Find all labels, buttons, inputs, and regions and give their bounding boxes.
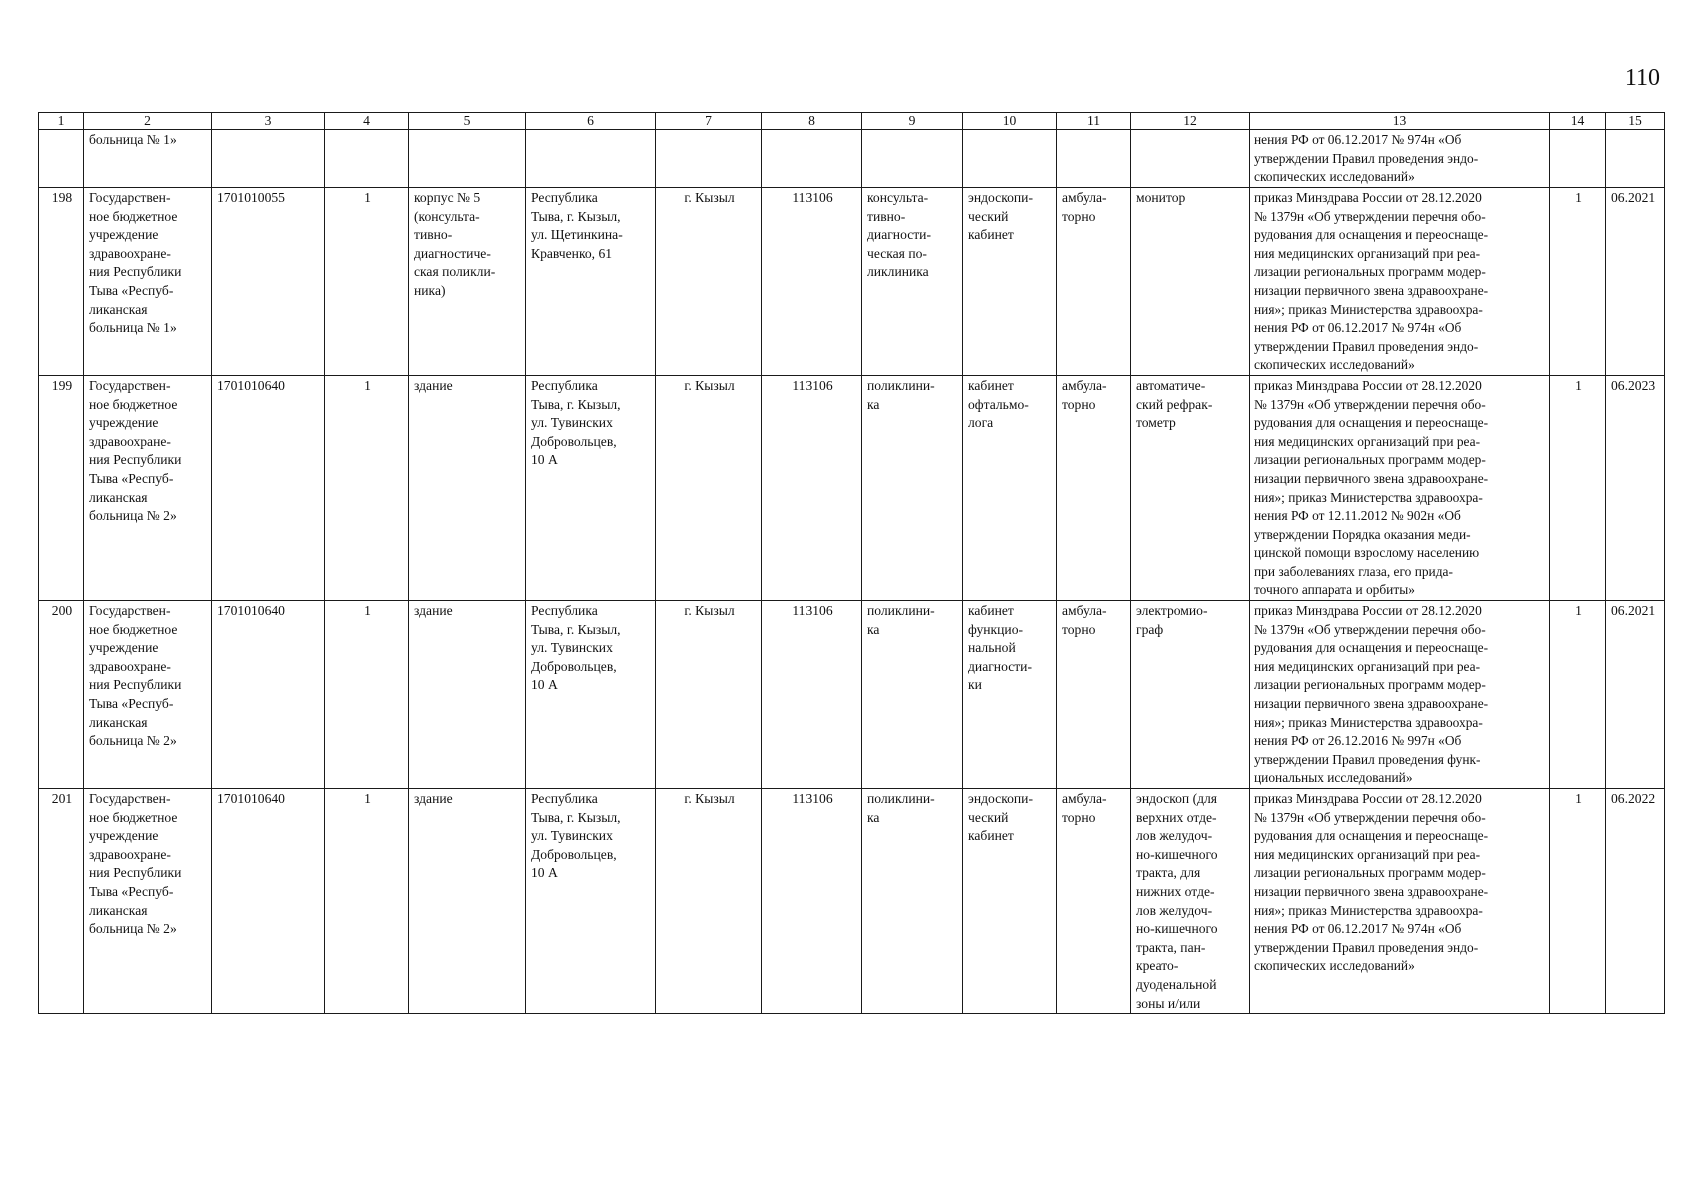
table-row: [39, 188, 1665, 376]
cell-oktmo-code: 113106: [762, 188, 862, 376]
cell-legal-basis-line: лизации региональных программ модер-: [1254, 677, 1486, 693]
cell-settlement: г. Кызыл: [656, 375, 762, 600]
page-number: 110: [1624, 65, 1660, 91]
cell-col-5: [409, 130, 526, 188]
cell-cabinet-line: диагности-: [968, 658, 1032, 674]
cell-address: [526, 188, 656, 376]
cell-legal-basis-line: лизации региональных программ модер-: [1254, 264, 1486, 280]
cell-legal-basis-line: нения РФ от 06.12.2017 № 974н «Об: [1254, 320, 1462, 336]
cell-col-2-line: больница № 1»: [89, 132, 177, 147]
cell-address-line: Республика: [531, 377, 598, 393]
cell-care-form: [1057, 789, 1131, 1014]
cell-legal-basis-line: нения РФ от 12.11.2012 № 902н «Об: [1254, 508, 1461, 524]
cell-legal-basis-line: ния медицинских организаций при реа-: [1254, 846, 1481, 862]
cell-care-form: [1057, 375, 1131, 600]
cell-equipment-name-line: эндоскоп (для: [1136, 791, 1218, 806]
cell-institution-name-line: Тыва «Респуб-: [89, 282, 174, 298]
cell-unit-type: [862, 601, 963, 789]
cell-address-line: Тыва, г. Кызыл,: [531, 396, 621, 412]
cell-cabinet: [963, 789, 1057, 1014]
cell-institution-name-line: Государствен-: [89, 190, 171, 205]
cell-care-form: [1057, 188, 1131, 376]
cell-legal-basis-line: приказ Минздрава России от 28.12.2020: [1254, 791, 1482, 806]
cell-cabinet: [963, 188, 1057, 376]
cell-oktmo-code: 113106: [762, 601, 862, 789]
column-number-2: 2: [84, 113, 212, 130]
cell-cabinet: [963, 375, 1057, 600]
cell-building-line: тивно-: [414, 227, 453, 243]
cell-institution-name-line: ния Республики: [89, 264, 182, 280]
cell-cabinet-line: офтальмо-: [968, 396, 1029, 412]
cell-legal-basis-line: № 1379н «Об утверждении перечня обо-: [1254, 621, 1486, 637]
cell-equipment-name-line: дуоденальной: [1136, 976, 1217, 992]
cell-building-line: ника): [414, 282, 446, 298]
cell-col-9: [862, 130, 963, 188]
cell-legal-basis-line: ния»; приказ Министерства здравоохра-: [1254, 301, 1483, 317]
cell-address-line: ул. Щетинкина-: [531, 227, 623, 243]
cell-legal-basis-line: скопических исследований»: [1254, 958, 1415, 974]
cell-cabinet: [963, 601, 1057, 789]
cell-building-line: корпус № 5: [414, 190, 481, 205]
cell-legal-basis-line: ния медицинских организаций при реа-: [1254, 658, 1481, 674]
cell-building-line: здание: [414, 603, 453, 619]
cell-legal-basis-line: № 1379н «Об утверждении перечня обо-: [1254, 208, 1486, 224]
cell-col-1: [39, 130, 84, 188]
cell-equipment-name: [1131, 188, 1250, 376]
cell-institution-name-line: ликанская: [89, 301, 148, 317]
cell-address-line: Республика: [531, 603, 598, 619]
cell-unit-type-line: ка: [867, 621, 880, 637]
cell-building: [409, 601, 526, 789]
cell-col-15: [1606, 130, 1665, 188]
table-row: [39, 789, 1665, 1014]
cell-legal-basis-line: рудования для оснащения и переоснаще-: [1254, 227, 1489, 243]
cell-quantity-units: 1: [325, 188, 409, 376]
cell-legal-basis-line: низации первичного звена здравоохране-: [1254, 470, 1489, 486]
cell-legal-basis-line: ния»; приказ Министерства здравоохра-: [1254, 714, 1483, 730]
cell-institution-name: [84, 601, 212, 789]
cell-institution-code: 1701010640: [212, 601, 325, 789]
cell-unit-type-line: ка: [867, 809, 880, 825]
cell-unit-type-line: тивно-: [867, 208, 906, 224]
cell-unit-type-line: ликлиника: [867, 264, 929, 280]
cell-institution-name-line: больница № 2»: [89, 921, 177, 937]
cell-legal-basis-line: приказ Минздрава России от 28.12.2020: [1254, 190, 1482, 205]
column-number-11: 11: [1057, 113, 1131, 130]
cell-col-8: [762, 130, 862, 188]
cell-institution-name-line: учреждение: [89, 415, 159, 431]
cell-equipment-name: [1131, 601, 1250, 789]
cell-institution-name-line: ное бюджетное: [89, 621, 178, 637]
column-number-5: 5: [409, 113, 526, 130]
cell-equipment-name-line: тракта, пан-: [1136, 939, 1206, 955]
cell-equipment-name-line: но-кишечного: [1136, 846, 1218, 862]
column-number-12: 12: [1131, 113, 1250, 130]
cell-col-11: [1057, 130, 1131, 188]
cell-institution-name: [84, 789, 212, 1014]
cell-legal-basis-line: рудования для оснащения и переоснаще-: [1254, 415, 1489, 431]
cell-address-line: Тыва, г. Кызыл,: [531, 621, 621, 637]
cell-unit-type-line: ческая по-: [867, 245, 927, 261]
cell-address-line: Добровольцев,: [531, 433, 617, 449]
cell-legal-basis-line: утверждении Правил проведения эндо-: [1254, 338, 1479, 354]
cell-cabinet-line: ки: [968, 677, 982, 693]
cell-equipment-name-line: верхних отде-: [1136, 809, 1217, 825]
cell-institution-name-line: учреждение: [89, 227, 159, 243]
column-number-7: 7: [656, 113, 762, 130]
cell-institution-name-line: ния Республики: [89, 677, 182, 693]
cell-institution-code: 1701010640: [212, 375, 325, 600]
cell-legal-basis: [1250, 601, 1550, 789]
cell-col-2: [84, 130, 212, 188]
cell-institution-name: [84, 188, 212, 376]
cell-address-line: Республика: [531, 791, 598, 806]
cell-legal-basis-line: низации первичного звена здравоохране-: [1254, 883, 1489, 899]
cell-institution-name-line: ное бюджетное: [89, 396, 178, 412]
cell-cabinet-line: кабинет: [968, 377, 1014, 393]
cell-delivery-date: 06.2021: [1606, 188, 1665, 376]
cell-cabinet-line: функцио-: [968, 621, 1024, 637]
cell-unit-type-line: поликлини-: [867, 603, 935, 619]
cell-delivery-date: 06.2023: [1606, 375, 1665, 600]
cell-row-number: 201: [39, 789, 84, 1014]
cell-legal-basis-line: ния медицинских организаций при реа-: [1254, 245, 1481, 261]
equipment-register-table: [38, 112, 1665, 1014]
cell-delivery-date: 06.2022: [1606, 789, 1665, 1014]
cell-building: [409, 375, 526, 600]
cell-institution-name-line: здравоохране-: [89, 433, 171, 449]
cell-settlement: г. Кызыл: [656, 601, 762, 789]
cell-legal-basis-line: рудования для оснащения и переоснаще-: [1254, 828, 1489, 844]
cell-equipment-count: 1: [1550, 789, 1606, 1014]
cell-equipment-name-line: но-кишечного: [1136, 921, 1218, 937]
cell-legal-basis-line: № 1379н «Об утверждении перечня обо-: [1254, 396, 1486, 412]
cell-building-line: диагностиче-: [414, 245, 491, 261]
cell-institution-name-line: Государствен-: [89, 791, 171, 806]
cell-legal-basis-line: № 1379н «Об утверждении перечня обо-: [1254, 809, 1486, 825]
cell-legal-basis-line: утверждении Порядка оказания меди-: [1254, 526, 1471, 542]
cell-legal-basis-line: рудования для оснащения и переоснаще-: [1254, 640, 1489, 656]
cell-col-13-line: скопических исследований»: [1254, 169, 1415, 185]
cell-care-form-line: амбула-: [1062, 190, 1107, 205]
cell-legal-basis-line: нения РФ от 26.12.2016 № 997н «Об: [1254, 733, 1462, 749]
cell-care-form-line: торно: [1062, 621, 1096, 637]
cell-equipment-name-line: креато-: [1136, 958, 1179, 974]
cell-address-line: Добровольцев,: [531, 846, 617, 862]
cell-equipment-name-line: лов желудоч-: [1136, 902, 1213, 918]
column-number-14: 14: [1550, 113, 1606, 130]
cell-col-6: [526, 130, 656, 188]
cell-unit-type: [862, 375, 963, 600]
cell-quantity-units: 1: [325, 601, 409, 789]
cell-institution-name-line: здравоохране-: [89, 245, 171, 261]
cell-equipment-count: 1: [1550, 188, 1606, 376]
cell-equipment-name-line: граф: [1136, 621, 1164, 637]
cell-row-number: 198: [39, 188, 84, 376]
cell-cabinet-line: эндоскопи-: [968, 791, 1033, 806]
cell-quantity-units: 1: [325, 375, 409, 600]
cell-legal-basis-line: приказ Минздрава России от 28.12.2020: [1254, 603, 1482, 619]
cell-unit-type-line: поликлини-: [867, 791, 935, 806]
cell-legal-basis-line: нения РФ от 06.12.2017 № 974н «Об: [1254, 921, 1462, 937]
cell-cabinet-line: ческий: [968, 809, 1009, 825]
table-body: [39, 130, 1665, 1014]
cell-unit-type-line: диагности-: [867, 227, 931, 243]
cell-row-number: 200: [39, 601, 84, 789]
cell-col-13: [1250, 130, 1550, 188]
cell-unit-type-line: поликлини-: [867, 377, 935, 393]
cell-institution-name-line: Государствен-: [89, 377, 171, 393]
cell-col-12: [1131, 130, 1250, 188]
cell-address-line: ул. Тувинских: [531, 415, 613, 431]
column-number-1: 1: [39, 113, 84, 130]
column-number-13: 13: [1250, 113, 1550, 130]
cell-legal-basis-line: приказ Минздрава России от 28.12.2020: [1254, 377, 1482, 393]
cell-institution-name-line: ликанская: [89, 489, 148, 505]
cell-institution-name-line: здравоохране-: [89, 658, 171, 674]
cell-institution-name-line: больница № 2»: [89, 733, 177, 749]
column-number-8: 8: [762, 113, 862, 130]
cell-institution-name-line: больница № 2»: [89, 508, 177, 524]
cell-address-line: Тыва, г. Кызыл,: [531, 809, 621, 825]
cell-equipment-name: [1131, 375, 1250, 600]
column-number-10: 10: [963, 113, 1057, 130]
cell-address: [526, 601, 656, 789]
column-number-6: 6: [526, 113, 656, 130]
cell-address: [526, 789, 656, 1014]
cell-institution-name-line: ное бюджетное: [89, 208, 178, 224]
cell-oktmo-code: 113106: [762, 789, 862, 1014]
cell-legal-basis: [1250, 789, 1550, 1014]
cell-cabinet-line: кабинет: [968, 227, 1014, 243]
cell-equipment-count: 1: [1550, 601, 1606, 789]
cell-legal-basis-line: ния»; приказ Министерства здравоохра-: [1254, 489, 1483, 505]
cell-col-10: [963, 130, 1057, 188]
cell-address-line: Кравченко, 61: [531, 245, 613, 261]
cell-legal-basis-line: низации первичного звена здравоохране-: [1254, 696, 1489, 712]
cell-settlement: г. Кызыл: [656, 789, 762, 1014]
cell-legal-basis-line: лизации региональных программ модер-: [1254, 452, 1486, 468]
cell-col-7: [656, 130, 762, 188]
cell-legal-basis-line: циональных исследований»: [1254, 770, 1413, 786]
cell-unit-type-line: ка: [867, 396, 880, 412]
cell-settlement: г. Кызыл: [656, 188, 762, 376]
cell-cabinet-line: кабинет: [968, 828, 1014, 844]
cell-care-form-line: амбула-: [1062, 791, 1107, 806]
cell-quantity-units: 1: [325, 789, 409, 1014]
cell-institution-name-line: ное бюджетное: [89, 809, 178, 825]
cell-legal-basis-line: ния медицинских организаций при реа-: [1254, 433, 1481, 449]
cell-institution-name-line: Тыва «Респуб-: [89, 883, 174, 899]
cell-oktmo-code: 113106: [762, 375, 862, 600]
cell-institution-name-line: ния Республики: [89, 452, 182, 468]
cell-legal-basis-line: утверждении Правил проведения функ-: [1254, 751, 1481, 767]
column-number-15: 15: [1606, 113, 1665, 130]
cell-delivery-date: 06.2021: [1606, 601, 1665, 789]
cell-building: [409, 789, 526, 1014]
cell-address-line: 10 А: [531, 677, 558, 693]
cell-institution-name-line: Тыва «Респуб-: [89, 696, 174, 712]
table-row: [39, 601, 1665, 789]
cell-institution-name-line: ния Республики: [89, 865, 182, 881]
cell-address-line: ул. Тувинских: [531, 640, 613, 656]
cell-address-line: Добровольцев,: [531, 658, 617, 674]
cell-equipment-name-line: ский рефрак-: [1136, 396, 1213, 412]
cell-care-form: [1057, 601, 1131, 789]
cell-equipment-name-line: монитор: [1136, 190, 1186, 205]
cell-unit-type: [862, 188, 963, 376]
cell-legal-basis-line: цинской помощи взрослому населению: [1254, 545, 1480, 561]
cell-building-line: (консульта-: [414, 208, 480, 224]
cell-building-line: здание: [414, 791, 453, 806]
cell-care-form-line: торно: [1062, 208, 1096, 224]
cell-legal-basis: [1250, 375, 1550, 600]
cell-cabinet-line: эндоскопи-: [968, 190, 1033, 205]
cell-cabinet-line: нальной: [968, 640, 1016, 656]
cell-col-4: [325, 130, 409, 188]
cell-institution-name-line: Тыва «Респуб-: [89, 470, 174, 486]
cell-address-line: 10 А: [531, 865, 558, 881]
cell-equipment-name-line: тракта, для: [1136, 865, 1201, 881]
cell-institution-name-line: здравоохране-: [89, 846, 171, 862]
cell-institution-name-line: больница № 1»: [89, 320, 177, 336]
cell-legal-basis-line: при заболеваниях глаза, его прида-: [1254, 563, 1453, 579]
cell-institution-name-line: Государствен-: [89, 603, 171, 619]
cell-cabinet-line: лога: [968, 415, 994, 431]
cell-equipment-count: 1: [1550, 375, 1606, 600]
cell-equipment-name-line: автоматиче-: [1136, 377, 1206, 393]
cell-address-line: ул. Тувинских: [531, 828, 613, 844]
cell-institution-name-line: ликанская: [89, 714, 148, 730]
cell-institution-code: 1701010640: [212, 789, 325, 1014]
cell-equipment-name-line: электромио-: [1136, 603, 1208, 619]
cell-address-line: Тыва, г. Кызыл,: [531, 208, 621, 224]
cell-care-form-line: амбула-: [1062, 603, 1107, 619]
cell-care-form-line: амбула-: [1062, 377, 1107, 393]
cell-legal-basis-line: скопических исследований»: [1254, 357, 1415, 373]
column-number-row: [39, 113, 1665, 130]
cell-equipment-name-line: лов желудоч-: [1136, 828, 1213, 844]
cell-building: [409, 188, 526, 376]
column-number-9: 9: [862, 113, 963, 130]
table-row-continued: [39, 130, 1665, 188]
cell-building-line: здание: [414, 377, 453, 393]
cell-row-number: 199: [39, 375, 84, 600]
cell-address: [526, 375, 656, 600]
cell-cabinet-line: кабинет: [968, 603, 1014, 619]
cell-legal-basis-line: лизации региональных программ модер-: [1254, 865, 1486, 881]
cell-cabinet-line: ческий: [968, 208, 1009, 224]
cell-col-3: [212, 130, 325, 188]
cell-col-14: [1550, 130, 1606, 188]
cell-unit-type: [862, 789, 963, 1014]
column-number-4: 4: [325, 113, 409, 130]
cell-equipment-name-line: тометр: [1136, 415, 1176, 431]
cell-care-form-line: торно: [1062, 396, 1096, 412]
cell-institution-name-line: учреждение: [89, 828, 159, 844]
column-number-3: 3: [212, 113, 325, 130]
cell-equipment-name-line: нижних отде-: [1136, 883, 1215, 899]
cell-institution-code: 1701010055: [212, 188, 325, 376]
cell-address-line: 10 А: [531, 452, 558, 468]
cell-legal-basis-line: ния»; приказ Министерства здравоохра-: [1254, 902, 1483, 918]
cell-institution-name-line: ликанская: [89, 902, 148, 918]
cell-equipment-name-line: зоны и/или: [1136, 995, 1201, 1011]
cell-unit-type-line: консульта-: [867, 190, 929, 205]
cell-institution-name: [84, 375, 212, 600]
cell-legal-basis-line: низации первичного звена здравоохране-: [1254, 282, 1489, 298]
cell-legal-basis-line: точного аппарата и орбиты»: [1254, 582, 1415, 598]
cell-legal-basis-line: утверждении Правил проведения эндо-: [1254, 939, 1479, 955]
cell-building-line: ская поликли-: [414, 264, 496, 280]
cell-col-13-line: нения РФ от 06.12.2017 № 974н «Об: [1254, 132, 1462, 147]
cell-equipment-name: [1131, 789, 1250, 1014]
cell-col-13-line: утверждении Правил проведения эндо-: [1254, 150, 1479, 166]
cell-address-line: Республика: [531, 190, 598, 205]
cell-care-form-line: торно: [1062, 809, 1096, 825]
cell-institution-name-line: учреждение: [89, 640, 159, 656]
table-row: [39, 375, 1665, 600]
cell-legal-basis: [1250, 188, 1550, 376]
